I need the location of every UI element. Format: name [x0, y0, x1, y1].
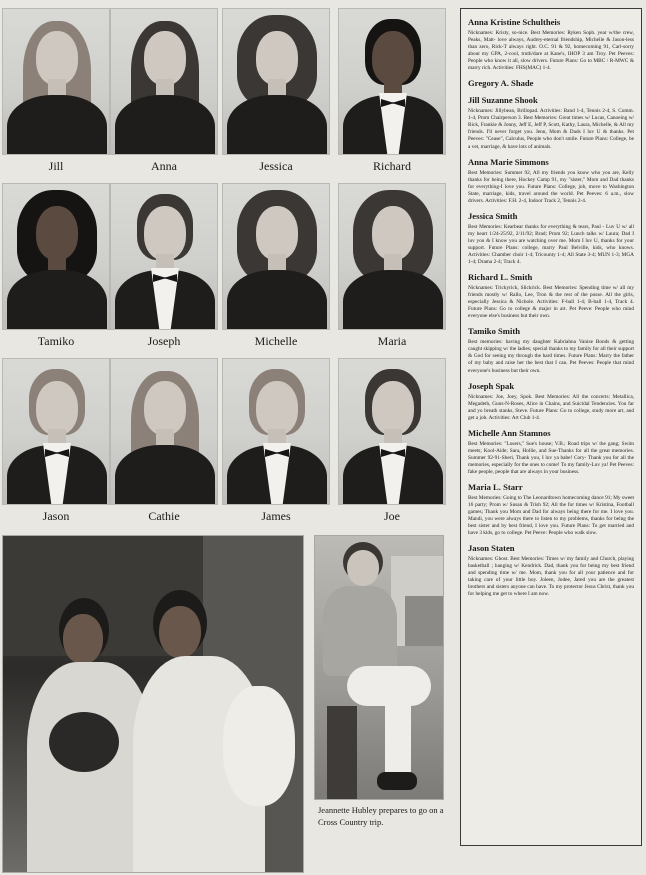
portrait-name: Cathie	[148, 509, 180, 523]
bio-text: Nicknames: Trickyrick, Slickrick. Best Memories: Spending time w/ all my friends mostly w/ Rallo, Lee, Tron & the rest of the posse. All the girls, especially Jessica & Nichole. Activities: F-ball 1-4; B-ball 1-4, Track 4. Future Plans: Go to college & major in art. Pet Peeve: People who mind everyone else's business but their own.	[468, 285, 634, 320]
portrait-name: James	[261, 509, 291, 523]
bio-entry	[468, 78, 634, 89]
candid-photo-two-students	[2, 535, 304, 873]
bio-text: Nicknames: Jillybean, Brillopad. Activities: Band 1-4, Tennis 2-4, S. Comm. 1-4, Prom Chairperson 3. Best Memories: Great times w/ Lucas, Canoeing w/ Rick, Frankie & Jonny, Jeff E, Jeff P, Scott, Kathy, Laura, Michelle, & All my friends. I'll never forget you. Jenn, Mom & Dads I luv U & thanks. Pet Peeves: "Cease", Calculus, People who don't smile. Future Plans: College, be a vet, marriage, & have lots of animals.	[468, 108, 634, 150]
portrait-joe	[338, 358, 446, 523]
portrait-maria	[338, 183, 446, 348]
portrait-james	[222, 358, 330, 523]
bio-name: Maria L. Starr	[468, 481, 523, 492]
bio-name: Tamiko Smith	[468, 326, 520, 337]
bio-name: Jill Suzanne Shook	[468, 95, 538, 106]
bio-entry	[468, 211, 634, 266]
portrait-cathie	[110, 358, 218, 523]
bio-name: Michelle Ann Stamnos	[468, 427, 551, 438]
bio-name: Anna Marie Simmons	[468, 156, 549, 167]
bio-text: Nicknames: Kristy, so-nice. Best Memories: Ryken Soph. year w/the crew, Peaks, Matt- love always, Audrey-eternal friendship, Michelle & Jason-less than zero, Rick-T always right. O.C. 91 & 92, homecoming 91, Carl-sorry about my GPA, 2-cool, truth/dare at Kane's, IHOP 3 am Troy. Pet Peeves: People who know it all, slow drivers. Future Plans: Go to MBC / R-MWC & marry rich. Activities: FHS(MAC) 1-4.	[468, 30, 634, 72]
bio-entry	[468, 326, 634, 374]
bio-name: Jessica Smith	[468, 210, 518, 221]
bio-text: Best Memories: "Losers," Sue's house; V.B.; Road trips w/ the gang; Swim meets; Kool-Aide; Sara, Hollie, and Sue-Thanks for all the great memories. Summer 92-91-Sheri, Thank you, I luv ya babe! Cory- Thank you for all the memories, especially for the ones to come! To my family-Luv ya! Pet Peeves: fake people, people that are always in your business.	[468, 440, 634, 475]
portrait-name: Joseph	[147, 334, 181, 348]
bio-entry	[468, 428, 634, 476]
portrait-joseph	[110, 183, 218, 348]
bio-text: Best Memories: Summer 92, All my friends you know who you are, Kelly thanks for being there, Hockey Camp 91, my "sister," Mom and Dad thanks for everything-I love you. Future Plans: College, job, move to Washington State, marriage, kids, travel around the world. Pet Peeves: 6 a.m., slow drivers. Activities: F.H. 2-4, Indoor Track 2, Tennis 2-4.	[468, 169, 634, 204]
portrait-photo	[338, 183, 446, 330]
portrait-anna	[110, 8, 218, 173]
portrait-name: Michelle	[254, 334, 298, 348]
portrait-photo	[2, 358, 110, 505]
bio-entry	[468, 543, 634, 598]
portrait-michelle	[222, 183, 330, 348]
bio-name: Jason Staten	[468, 543, 515, 554]
portrait-photo	[222, 183, 330, 330]
portrait-richard	[338, 8, 446, 173]
bio-name: Joseph Spak	[468, 380, 515, 391]
portrait-photo	[110, 8, 218, 155]
portrait-name: Richard	[373, 159, 411, 173]
portrait-photo	[222, 8, 330, 155]
portrait-photo	[338, 8, 446, 155]
bio-entry	[468, 482, 634, 537]
portrait-name: Jessica	[259, 159, 293, 173]
bio-entry	[468, 381, 634, 422]
bio-text: Best memories: having my daughter Kabriahna Vanise Bonds & getting caught skipping w/ the ladies; special thanks to my family for all their support & God for seeing my through the hard times. Future Plans: Marry the father of my baby and raise her the best that I can. Pet Peeves: People that mind everyone's business but their own.	[468, 339, 634, 374]
portrait-photo	[338, 358, 446, 505]
bio-text: Best Memories: Going to The Leonardtown homecoming dance 91; My sweet 16 party; Prom w/ Susan & Trish 92; All the for times w/ Kristina, Football games; Thank you Mom and Dad for always being there for me. I love you. Mandi, you were always there to listen to my problems, thanks for being the best sister and by best friend, I love you. Future Plans: To get married and have 3 kids, go to college. Pet Peeve: People who walk slow.	[468, 494, 634, 537]
portrait-name: Anna	[151, 159, 177, 173]
bio-text: Nicknames: Joe, Joey, Spok. Best Memories: All the concerts: Metallica, Megadeth, Guns-N-Roses, Alice in Chains, and Suicidal Tendencies. You far and yo breath stanks, Steve. Future Plans: Go to college, study more art, and get a job. Activities: Art Club 1-4.	[468, 393, 634, 421]
portrait-name: Maria	[377, 334, 407, 348]
portrait-name: Tamiko	[37, 334, 75, 348]
bio-text: Best Memories: Kearbear thanks for everything & tears, Paul - Luv U w/ all my heart 1/24-25/92, 2/11/92; Brad; Prom 92; Lunch talks w/ Laura; Dad I luv you & I know you are watching over me. Mom I luv U, thanks for your support. Future Plans: college, marry Paul Belville, kids, who knows. Activities: Chamber choir 1-4; Tricounty 1-4; All State 3-4; MUN 1-3; MGA 1-4; Drama 2-4; Track 4.	[468, 223, 634, 266]
bio-name: Anna Kristine Schultheis	[468, 17, 561, 27]
portrait-photo	[110, 183, 218, 330]
bio-entry	[468, 272, 634, 320]
portrait-name: Joe	[384, 509, 400, 523]
bio-entry	[468, 157, 634, 205]
bio-entry	[468, 17, 634, 72]
portrait-jessica	[222, 8, 330, 173]
bio-name: Gregory A. Shade	[468, 78, 534, 89]
bio-name: Richard L. Smith	[468, 272, 533, 283]
photo-caption: Jeannette Hubley prepares to go on a Cross Country trip.	[318, 805, 444, 827]
bio-text: Nicknames: Ghost. Best Memories: Times w/ my family and Church, playing basketball ; hanging w/ Kendrick. Dad, thank you for being my best friend and spending time w/ me. Mom, thank you for all your patience and for taking care of your little boy. Joleen, Jodee, Jared you are the greatest brothers and sisters anyone can have. To my protector Jesus Christ, thank you for helping me get to where I am now.	[468, 556, 634, 598]
bio-entry	[468, 95, 634, 150]
portrait-jill	[2, 8, 110, 173]
portrait-name: Jason	[42, 509, 70, 523]
portrait-photo	[2, 183, 110, 330]
portrait-photo	[2, 8, 110, 155]
portrait-name: Jill	[48, 159, 64, 173]
portrait-tamiko	[2, 183, 110, 348]
portrait-photo	[222, 358, 330, 505]
portrait-photo	[110, 358, 218, 505]
candid-photo-cross-country	[314, 535, 444, 800]
senior-bios-panel	[460, 8, 642, 846]
portrait-jason	[2, 358, 110, 523]
